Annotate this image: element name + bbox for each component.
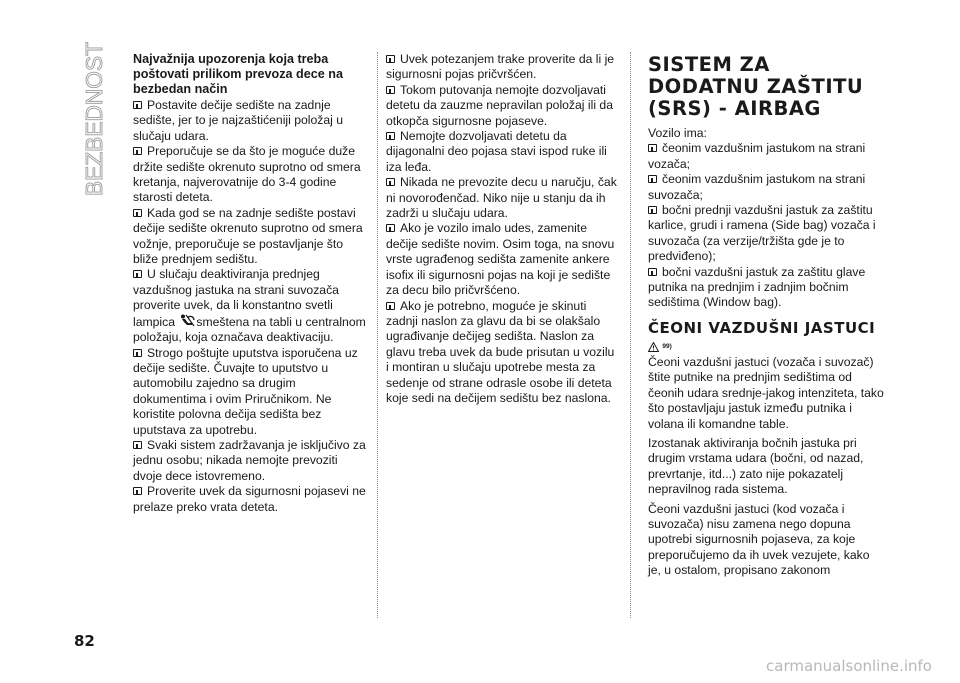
column-divider <box>630 52 631 618</box>
bullet-item <box>133 206 366 268</box>
bullet-icon <box>386 86 395 94</box>
bullet-item <box>133 98 366 144</box>
bullet-icon <box>386 132 395 140</box>
bullet-item <box>386 83 620 129</box>
column-1 <box>133 52 366 515</box>
bullet-item <box>133 484 366 515</box>
bullet-text: čeonim vazdušnim jastukom na strani suvozača; <box>648 172 866 202</box>
bullet-item <box>133 267 366 345</box>
bullet-text: bočni vazdušni jastuk za zaštitu glave putnika na prednjim i zadnjim bočnim sedištima (Window bag). <box>648 264 866 310</box>
warning-reference <box>648 339 884 353</box>
bullet-text: Ako je vozilo imalo udes, zamenite dečije sedište novim. Osim toga, na snovu vrste ugrađenog sedišta zamenite ankere isofix ili sigurnosni pojas na koji je sedište za decu bilo pričvršćeno. <box>386 221 615 298</box>
bullet-item <box>133 438 366 484</box>
bullet-icon <box>648 175 657 183</box>
column-3 <box>648 52 884 583</box>
bullet-text: Nemojte dozvoljavati detetu da dijagonalni deo pojasa stavi ispod ruke ili iza leđa. <box>386 129 607 174</box>
bullet-item <box>133 144 366 206</box>
bullet-icon <box>133 209 142 217</box>
bullet-text: Uvek potezanjem trake proverite da li je sigurnosni pojas pričvršćen. <box>386 52 615 82</box>
bullet-text: bočni prednji vazdušni jastuk za zaštitu karlice, grudi i ramena (Side bag) vozača i suvozača (za verzije/tržišta gde je to predviđeno); <box>648 203 876 264</box>
section-title: SISTEM ZA DODATNU ZAŠTITU (SRS) - AIRBAG <box>648 53 864 120</box>
bullet-icon <box>386 55 395 63</box>
bullet-icon <box>386 178 395 186</box>
bullet-text: Preporučuje se da što je moguće duže držite sedište okrenuto suprotno od smera kretanja, najverovatnije do 3-4 godine starosti deteta. <box>133 144 361 205</box>
subsection-title: ČEONI VAZDUŠNI JASTUCI <box>648 318 876 337</box>
body-paragraph: Izostanak aktiviranja bočnih jastuka pri drugim vrstama udara (bočni, od nazad, prevrtanje, itd...) zato nije pokazatelj nepravilnog rada sistema. <box>648 435 864 497</box>
bullet-icon <box>648 144 657 152</box>
body-paragraph: Čeoni vazdušni jastuci (vozača i suvozač) štite putnike na prednjim sedištima od čeonih udara srednje-jakog intenziteta, tako što postavljaju jastuk između putnika i volana ili komandne table. <box>648 354 884 431</box>
bullet-icon <box>133 147 142 155</box>
bullet-icon <box>648 268 657 276</box>
bullet-item <box>648 141 884 172</box>
bullet-text: U slučaju deaktiviranja prednjeg vazdušnog jastuka na strani suvozača proverite uvek, da li konstantno svetli lampica <box>133 267 339 329</box>
bullet-icon <box>133 270 142 278</box>
intro-text: Vozilo ima: <box>648 126 707 140</box>
column-divider <box>377 52 378 618</box>
bullet-item <box>386 299 620 407</box>
bullet-item <box>133 346 366 438</box>
warning-ref-number: 99) <box>662 342 672 350</box>
bullet-item <box>386 129 620 175</box>
bullet-icon <box>386 224 395 232</box>
bullet-text: Kada god se na zadnje sedište postavi dečije sedište okrenuto suprotno od smera vožnje, preporučuje se postavljanje što bliže prednjem sedištu. <box>133 205 363 267</box>
bullet-text: Nikada ne prevozite decu u naručju, čak ni novorođenčad. Niko nije u stanju da ih zadrži u slučaju udara. <box>386 175 617 221</box>
bullet-icon <box>386 302 395 310</box>
column-2 <box>386 52 620 406</box>
bullet-text: Strogo poštujte uputstva isporučena uz dečije sedište. Čuvajte to uputstvo u automobilu zajedno sa drugim dokumentima i ovim Priručnikom. Ne koristite polovna dečija sedišta bez uputstava za upotrebu. <box>133 345 358 437</box>
bullet-text: Postavite dečije sedište na zadnje sedište, jer to je najzaštićeniji položaj u slučaju udara. <box>133 98 344 143</box>
page-number: 82 <box>74 632 95 650</box>
bullet-item <box>386 52 620 83</box>
bullet-icon <box>133 349 142 357</box>
bullet-text: Ako je potrebno, moguće je skinuti zadnji naslon za glavu da bi se olakšalo ugrađivanje dečijeg sedišta. Naslon za glavu treba uvek da bude prisutan u vozilu i montiran u slučaju upotrebe mesta za sedenje od strane odrasle osobe ili deteta koje sedi na dečijem sedištu bez naslona. <box>386 298 615 405</box>
bullet-icon <box>133 487 142 495</box>
section-side-label <box>78 40 108 200</box>
bullet-item <box>648 203 884 265</box>
bullet-text: Svaki sistem zadržavanja je isključivo za jednu osobu; nikada nemojte prevoziti dvoje dece istovremeno. <box>133 437 366 483</box>
bullet-text: čeonim vazdušnim jastukom na strani vozača; <box>648 141 866 171</box>
bullet-item <box>386 221 620 298</box>
warning-triangle-icon <box>648 342 659 352</box>
body-paragraph: Čeoni vazdušni jastuci (kod vozača i suvozača) nisu zamena nego dopuna upotrebi sigurnosnih pojaseva, za koje preporučujemo da ih uvek vezujete, kako je, u ostalom, propisano zakonom <box>648 501 870 578</box>
bullet-item <box>386 175 620 221</box>
bullet-icon <box>133 441 142 449</box>
side-label-text: BEZBEDNOST <box>81 40 107 196</box>
bullet-item <box>648 172 884 203</box>
warnings-heading: Najvažnija upozorenja koja treba poštovati prilikom prevoza dece na bezbedan način <box>133 52 343 96</box>
watermark-text: carmanualsonline.info <box>766 657 932 675</box>
bullet-text: smeštena na tabli u centralnom položaju, koja označava deaktivaciju. <box>133 314 366 345</box>
airbag-off-warning-lamp-icon <box>179 314 195 327</box>
bullet-text: Tokom putovanja nemojte dozvoljavati detetu da zauzme nepravilan položaj ili da otkopča sigurnosne pojaseve. <box>386 82 613 128</box>
bullet-icon <box>648 206 657 214</box>
bullet-text: Proverite uvek da sigurnosni pojasevi ne prelaze preko vrata deteta. <box>133 484 366 514</box>
bullet-icon <box>133 101 142 109</box>
bullet-item <box>648 265 884 311</box>
